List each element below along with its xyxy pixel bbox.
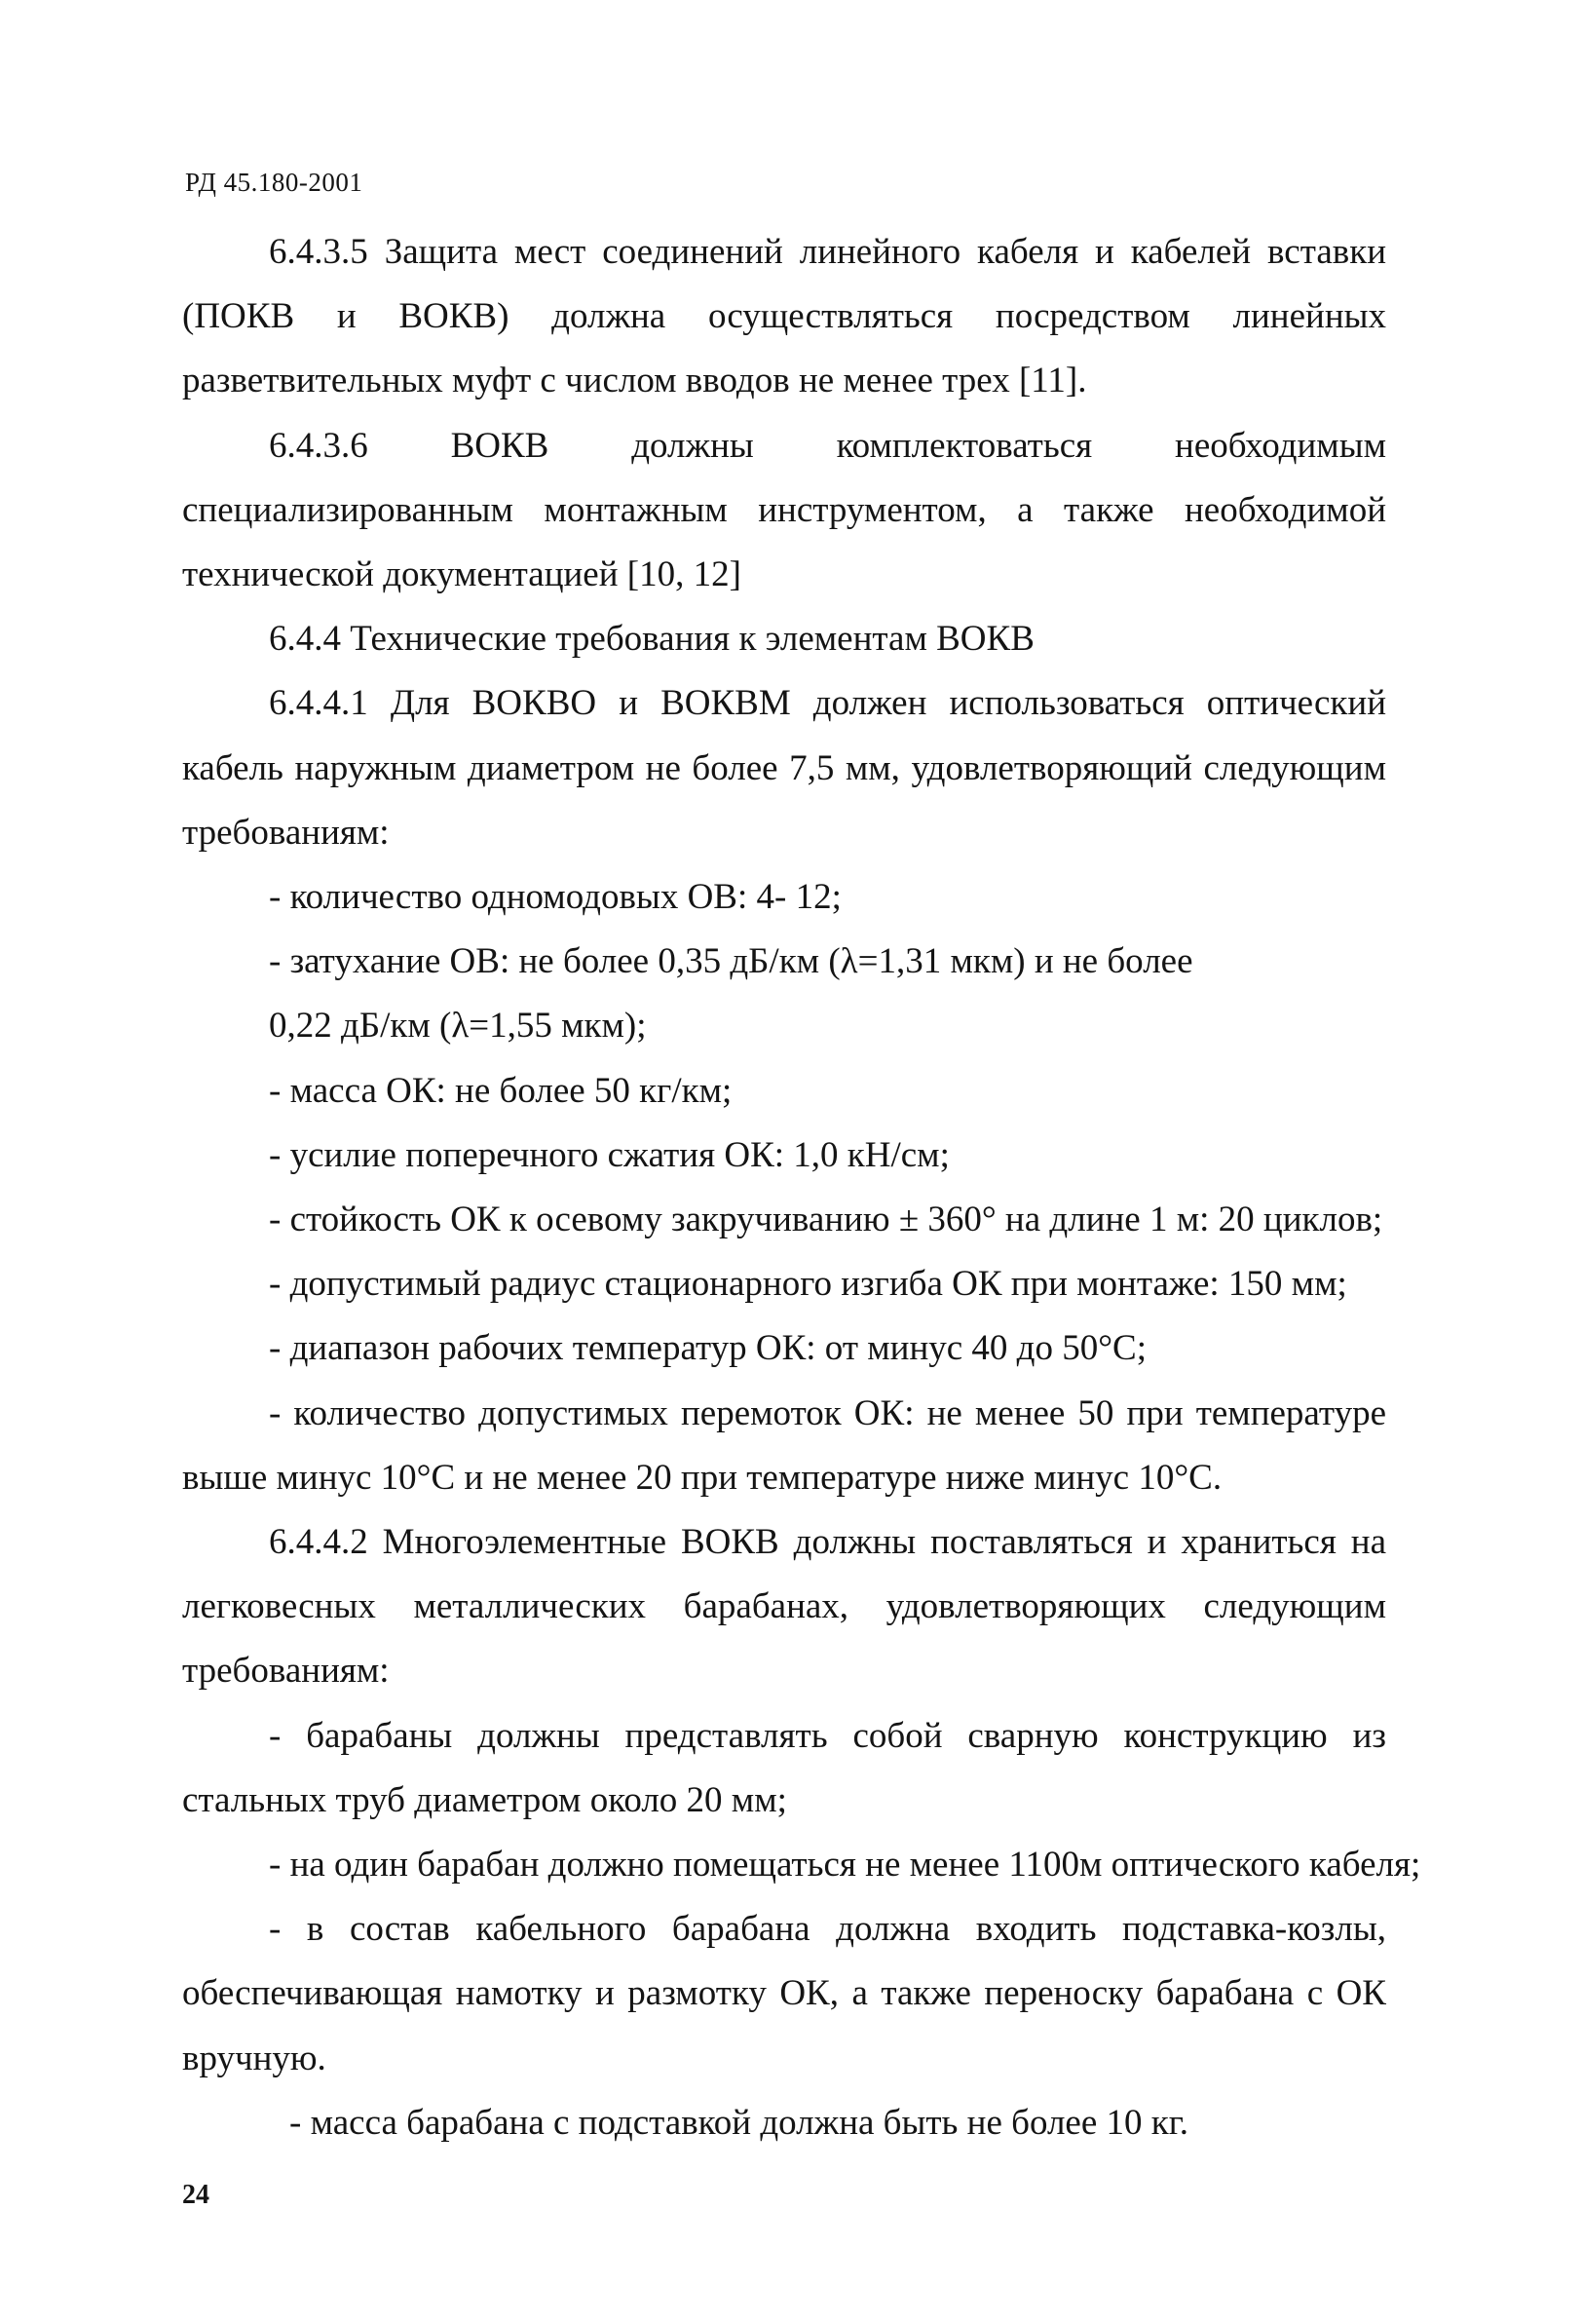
- list-item: - в состав кабельного барабана должна входить подставка-козлы, обеспечивающая намотку и размотку ОК, а также переноску барабана с ОК вручную.: [182, 1909, 1386, 2078]
- paragraph-6-4-4-1: 6.4.4.1 Для ВОКВО и ВОКВМ должен использоваться оптический кабель наружным диаметром не более 7,5 мм, удовлетворяющий следующим требованиям:: [182, 683, 1386, 853]
- document-body: [182, 220, 1421, 2155]
- paragraph-6-4-4-2: 6.4.4.2 Многоэлементные ВОКВ должны поставляться и храниться на легковесных металлических барабанах, удовлетворяющих следующим требованиям:: [182, 1522, 1386, 1692]
- list-item: - барабаны должны представлять собой сварную конструкцию из стальных труб диаметром около 20 мм;: [182, 1715, 1386, 1820]
- list-item: - диапазон рабочих температур ОК: от минус 40 до 50°С;: [269, 1328, 1148, 1369]
- list-item: - затухание ОВ: не более 0,35 дБ/км (λ=1,31 мкм) и не более: [269, 941, 1193, 982]
- paragraph-6-4-3-5: 6.4.3.5 Защита мест соединений линейного кабеля и кабелей вставки (ПОКВ и ВОКВ) должна осуществляться посредством линейных разветвительных муфт с числом вводов не менее трех [11].: [182, 232, 1386, 401]
- list-item: - количество одномодовых ОВ: 4- 12;: [269, 877, 842, 918]
- list-item-continuation: 0,22 дБ/км (λ=1,55 мкм);: [269, 1006, 647, 1047]
- list-item: - масса ОК: не более 50 кг/км;: [269, 1070, 733, 1111]
- list-item: - масса барабана с подставкой должна быть не более 10 кг.: [289, 2102, 1188, 2143]
- list-item: - стойкость ОК к осевому закручиванию ± 360° на длине 1 м: 20 циклов;: [269, 1200, 1383, 1240]
- paragraph-6-4-3-6: 6.4.3.6 ВОКВ должны комплектоваться необходимым специализированным монтажным инструментом, а также необходимой технической документацией [10, 12]: [182, 425, 1386, 595]
- list-item: - усилие поперечного сжатия ОК: 1,0 кН/см;: [269, 1134, 950, 1175]
- section-heading-6-4-4: 6.4.4 Технические требования к элементам ВОКВ: [269, 619, 1035, 660]
- list-item: - допустимый радиус стационарного изгиба ОК при монтаже: 150 мм;: [269, 1264, 1347, 1305]
- page-number: 24: [182, 2180, 209, 2210]
- list-item: - на один барабан должно помещаться не менее 1100м оптического кабеля;: [269, 1845, 1421, 1886]
- document-code: РД 45.180-2001: [185, 168, 363, 197]
- list-item: - количество допустимых перемоток ОК: не менее 50 при температуре выше минус 10°С и не менее 20 при температуре ниже минус 10°С.: [182, 1392, 1386, 1498]
